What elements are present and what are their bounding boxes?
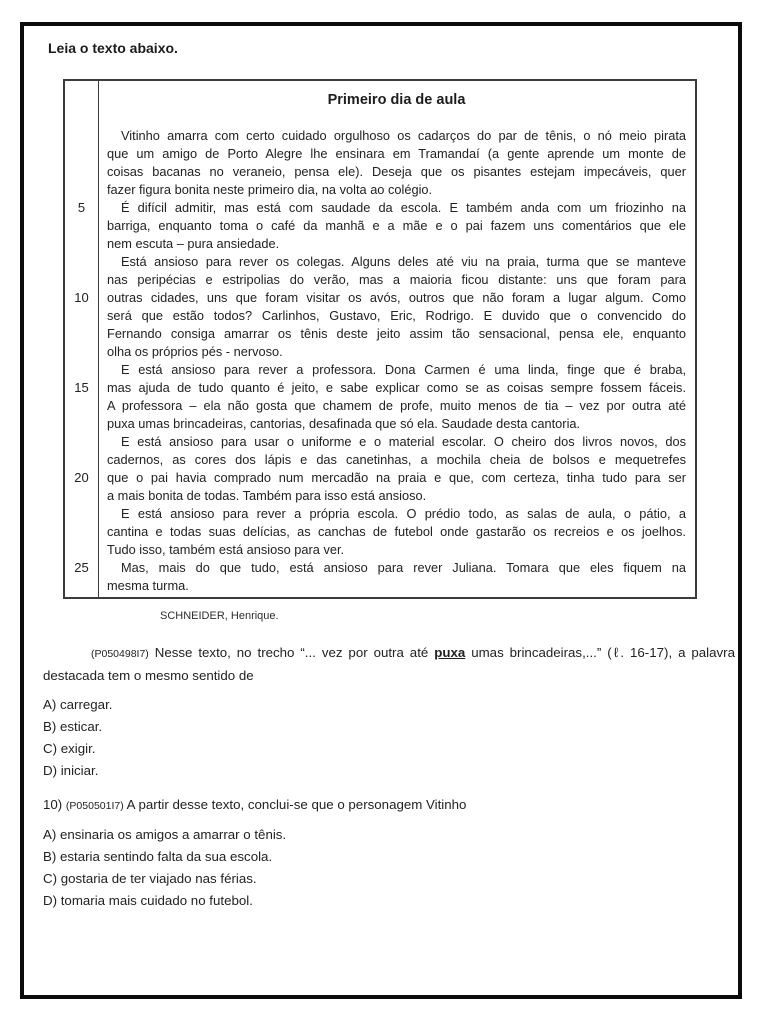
questions-section [43, 642, 735, 912]
option-item: B) estaria sentindo falta da sua escola. [43, 849, 273, 864]
option-item: C) gostaria de ter viajado nas férias. [43, 871, 257, 886]
reading-text-box [63, 79, 697, 599]
text-line: A professora – ela não gosta que chamem de profe, muito menos de tia – vez por outra até [107, 398, 686, 413]
text-line: mas ajuda de tudo quanto é jeito, e sabe explicar como se as coisas sempre fossem fáceis. [107, 380, 686, 395]
instruction-text: Leia o texto abaixo. [48, 40, 178, 56]
question-1-stem-prefix: Nesse texto, no trecho “... vez por outra até [148, 645, 435, 660]
text-line: será que estão todos? Carlinhos, Gustavo, Eric, Rodrigo. E duvido que o convencido do [107, 308, 686, 323]
text-line: Fernando consiga amarrar os tênis deste jeito assim tão sensacional, pensa ele, enquanto [107, 326, 686, 341]
text-source-citation: SCHNEIDER, Henrique. [160, 610, 279, 622]
question-2-stem [43, 794, 735, 817]
reading-text-column [99, 81, 695, 597]
text-line: E está ansioso para usar o uniforme e o material escolar. O cheiro dos livros novos, dos [121, 434, 686, 449]
question-2-number: 10) [43, 797, 66, 812]
text-line: coisas bacanas no veraneio, pensa ele). Deseja que os pisantes estejam impecáveis, quer [107, 164, 686, 179]
option-item: B) esticar. [43, 719, 103, 734]
text-line: fazer figura bonita neste primeiro dia, na volta ao colégio. [107, 182, 433, 197]
question-2-stem-text: A partir desse texto, conclui-se que o personagem Vitinho [123, 797, 467, 812]
line-number-gutter [65, 81, 99, 597]
option-item: A) carregar. [43, 697, 113, 712]
text-line: Mas, mais do que tudo, está ansioso para rever Juliana. Tomara que eles fiquem na [121, 560, 686, 575]
option-item: C) exigir. [43, 741, 96, 756]
text-line: cadernos, as cores dos lápis e das canetinhas, a mochila cheia de bolsos e mequetrefes [107, 452, 686, 467]
text-title: Primeiro dia de aula [327, 92, 466, 108]
text-line: mesma turma. [107, 578, 189, 593]
option-item: A) ensinaria os amigos a amarrar o tênis. [43, 827, 287, 842]
text-line: Tudo isso, também está ansioso para ver. [107, 542, 345, 557]
text-line: Vitinho amarra com certo cuidado orgulhoso os cadarços do par de tênis, o nó meio pirata [121, 128, 686, 143]
page-frame [20, 22, 742, 999]
question-1-code: (P050498I7) [91, 648, 149, 660]
text-line: nas peripécias e estripolias do verão, mas a maioria ficou distante: uns que foram para [107, 272, 686, 287]
text-line: nem escuta – pura ansiedade. [107, 236, 280, 251]
text-lines [107, 127, 686, 595]
text-line: que um amigo de Porto Alegre lhe ensinara em Tramandaí (a gente aprende um monte de [107, 146, 686, 161]
text-line: cantina e todas suas delícias, as canchas de futebol onde gastarão os recreios e os joelhos. [107, 524, 686, 539]
text-line: puxa umas brincadeiras, cantorias, desafinada que só ela. Saudade desta cantoria. [107, 416, 581, 431]
text-line: E está ansioso para rever a própria escola. O prédio todo, as salas de aula, o pátio, a [121, 506, 686, 521]
option-item: D) tomaria mais cuidado no futebol. [43, 893, 253, 908]
text-line: Está ansioso para rever os colegas. Alguns deles até viu na praia, turma que se manteve [121, 254, 686, 269]
line-number: 25 [74, 560, 89, 575]
question-2 [43, 794, 735, 912]
question-2-options [43, 824, 735, 912]
line-number: 5 [77, 200, 86, 215]
question-2-code: (P050501I7) [65, 800, 124, 812]
question-1-stem-suffix: umas brincadeiras,...” (ℓ. 16-17), a palavra destacada tem o mesmo sentido de [43, 645, 736, 683]
text-line: outras cidades, uns que foram visitar os avós, outros que não foram a lugar algum. Como [107, 290, 686, 305]
line-number: 15 [74, 380, 89, 395]
text-line: olha os próprios pés - nervoso. [107, 344, 283, 359]
text-line: a mais bonita de todas. Também para isso está ansioso. [107, 488, 427, 503]
option-item: D) iniciar. [43, 763, 99, 778]
line-number: 20 [74, 470, 89, 485]
question-1-options [43, 694, 735, 782]
line-number: 10 [74, 290, 89, 305]
text-line: que o pai havia comprado num mercadão na praia e que, com certeza, tinha tudo para ser [107, 470, 686, 485]
question-1-highlighted-word: puxa [434, 645, 466, 660]
text-line: É difícil admitir, mas está com saudade da escola. E também anda com um friozinho na [121, 200, 686, 215]
text-line: barriga, enquanto toma o café da manhã e a mãe e o pai fazem uns comentários que ele [107, 218, 686, 233]
text-line: E está ansioso para rever a professora. Dona Carmen é uma linda, finge que é braba, [121, 362, 686, 377]
question-1-stem [43, 642, 735, 687]
